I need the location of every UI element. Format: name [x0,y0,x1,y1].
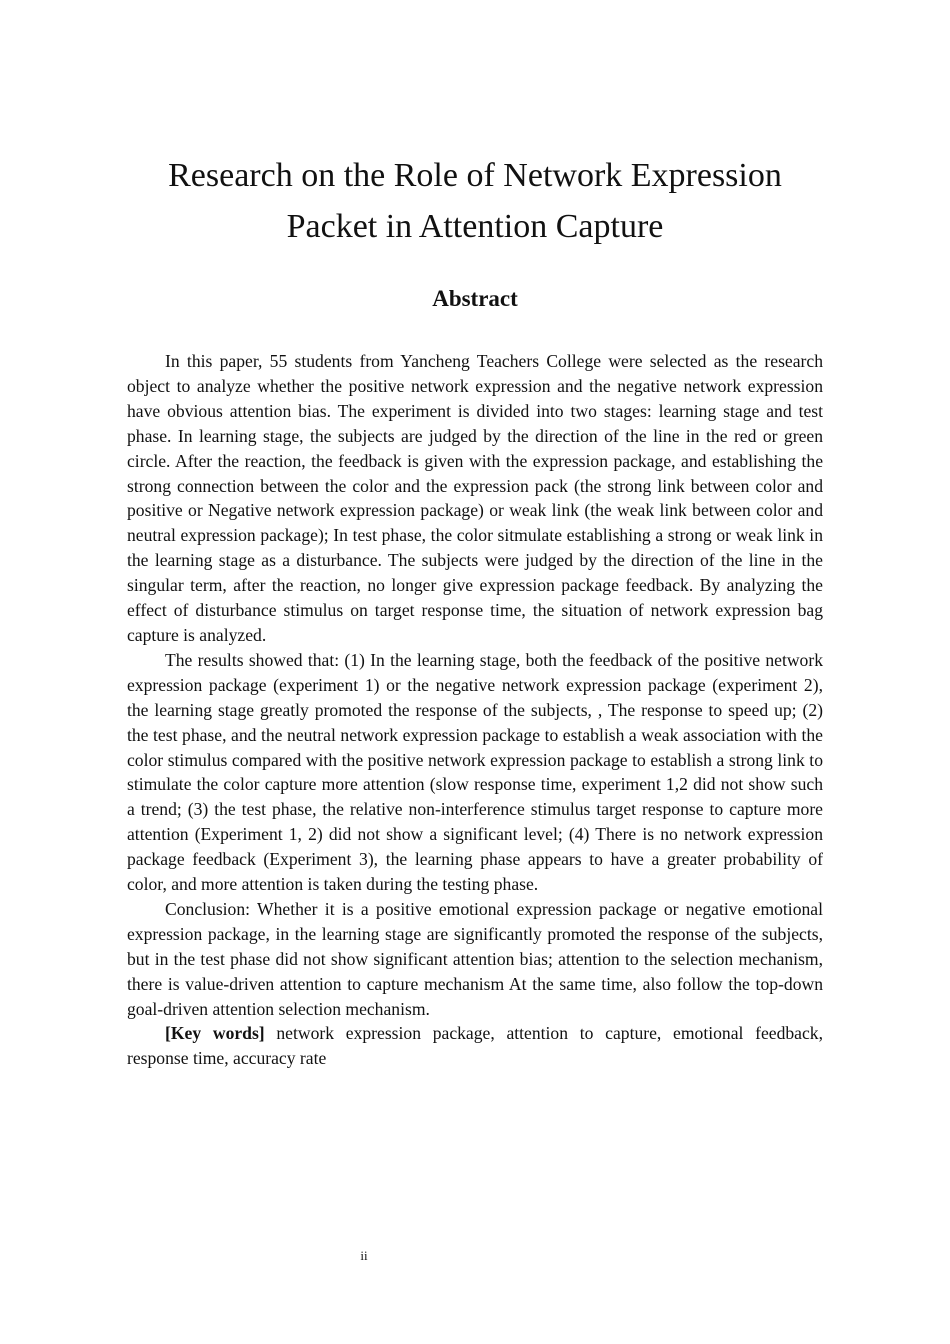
keywords-label: [Key words] [165,1023,265,1044]
keywords-text: network expression package, attention to capture, emotional feedback, response time, accuracy rate [127,1023,823,1069]
abstract-paragraph-results: The results showed that: (1) In the learning stage, both the feedback of the positive network expression package (experiment 1) or the negative network expression package (experiment 2), the learning stage greatly promoted the response of the subjects, , The response to speed up; (2) the test phase, and the neutral network expression package to establish a weak association with the color stimulus compared with the positive network expression package to establish a strong link to stimulate the color capture more attention (slow response time, experiment 1,2 did not show such a trend; (3) the test phase, the relative non-interference stimulus target response to capture more attention (Experiment 1, 2) did not show a significant level; (4) There is no network expression package feedback (Experiment 3), the learning phase appears to have a greater probability of color, and more attention is taken during the testing phase. [127,649,823,895]
abstract-heading: Abstract [432,286,518,311]
abstract-paragraph-conclusion: Conclusion: Whether it is a positive emotional expression package or negative emotional expression package, in the learning stage are significantly promoted the response of the subjects, but in the test phase did not show significant attention bias; attention to the selection mechanism, there is value-driven attention to capture mechanism At the same time, also follow the top-down goal-driven attention selection mechanism. [127,898,823,1019]
keywords-paragraph [127,1021,823,1071]
paper-title-line-2: Packet in Attention Capture [286,208,664,245]
abstract-paragraph-method: In this paper, 55 students from Yancheng Teachers College were selected as the research object to analyze whether the positive network expression and the negative network expression have obvious attention bias. The experiment is divided into two stages: learning stage and test phase. In learning stage, the subjects are judged by the direction of the line in the red or green circle. After the reaction, the feedback is given with the expression package, and establishing the strong connection between the color and the expression pack (the strong link between color and positive or Negative network expression package) or weak link (the weak link between color and neutral expression package); In test phase, the color sitmulate establishing a strong or weak link in the learning stage as a disturbance. The subjects were judged by the direction of the line in the singular term, after the reaction, no longer give expression package feedback. By analyzing the effect of disturbance stimulus on target response time, the situation of network expression bag capture is analyzed. [127,351,823,645]
abstract-body [127,349,823,1071]
paper-title-line-1: Research on the Role of Network Expression [168,157,782,194]
paper-title [100,150,850,252]
page-number: ii [360,1248,368,1263]
